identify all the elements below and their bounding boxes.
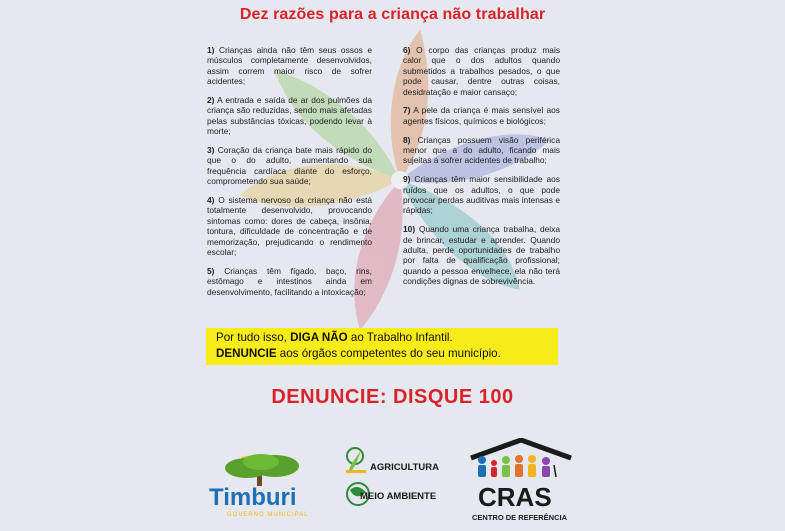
cta-emphasis: DIGA NÃO [290,331,348,344]
reason-number: 6) [403,45,411,55]
reason-item [403,105,560,126]
agricultura-label: AGRICULTURA [370,462,439,473]
call-to-action-box [206,328,558,365]
reason-number: 5) [207,265,215,276]
family-house-icon [466,438,576,528]
reason-item [207,145,372,187]
reason-text: A entrada e saída de ar dos pulmões da criança são reduzidas, sendo mais afetadas pelas substâncias tóxicas, podendo levar à morte; [207,95,372,137]
people-icons [478,455,556,477]
reasons-right-column [403,45,560,295]
cta-emphasis: DENUNCIE [216,347,277,360]
reason-number: 1) [207,45,215,55]
reason-number: 3) [207,145,215,156]
reason-item [403,174,560,216]
globe-leaf-icon [340,444,445,514]
reason-number: 4) [207,195,215,206]
timburi-logo [205,448,317,522]
cta-text: aos órgãos competentes do seu município. [276,347,501,360]
reason-text: Quando uma criança trabalha, deixa de brincar, estudar e aprender. Quando adulta, perde oportunidades de trabalho por falta de qualificação profissional; quando a pessoa envelhece, ela não terá condições dignas de sobrevivência. [403,224,561,287]
cta-line-1 [216,331,453,344]
reason-item [207,195,372,257]
reason-text: A pele da criança é mais sensível aos agentes físicos, químicos e biológicos; [403,105,560,126]
reason-text: Crianças têm fígado, baço, rins, estômago e intestinos ainda em desenvolvimento, facilitando a intoxicação; [207,265,372,297]
reason-item [403,135,560,166]
timburi-name: Timburi [209,484,297,511]
reason-text: O sistema nervoso da criança não está totalmente desenvolvido, provocando sintomas como: dores de cabeça, insônia, tontura, dificuldade de concentração e de memorização, prejudicando o rendimento escolar; [207,195,373,258]
agricultura-meio-ambiente-logo [340,444,445,514]
reason-number: 2) [207,95,215,106]
cta-text: Por tudo isso, [216,331,291,344]
tree-icon [205,448,317,522]
cras-logo [466,438,576,528]
reason-number: 8) [403,134,411,145]
cras-subtitle: CENTRO DE REFERÊNCIA [472,513,568,522]
reason-text: Coração da criança bate mais rápido do que o do adulto, aumentando sua frequência cardíaca diante do esforço, comprometendo sua saúde; [207,145,373,187]
reason-number: 7) [403,105,411,116]
reason-text: Crianças possuem visão periférica menor que a do adulto, ficando mais sujeitas a sofrer acidentes de trabalho; [403,134,561,166]
hotline-heading: DENUNCIE: DISQUE 100 [271,386,514,408]
poster-title: Dez razões para a criança não trabalhar [239,6,546,23]
reason-item [207,95,372,137]
cta-line-2 [216,347,501,360]
timburi-tagline: GOVERNO MUNICIPAL [227,512,309,518]
reason-text: O corpo das crianças produz mais calor que o dos adultos quando submetidos a trabalhos pesados, o que pode causar, dentre outras coisas, desidratação e maior cansaço; [403,45,561,97]
cras-name: CRAS [478,482,552,512]
reason-number: 10) [403,224,416,235]
reason-text: Crianças ainda não têm seus ossos e músculos completamente desenvolvidos, assim correm maior risco de sofrer acidentes; [207,45,373,87]
meio-ambiente-label: MEIO AMBIENTE [360,491,437,502]
reason-number: 9) [403,174,411,185]
reasons-left-column [207,45,372,305]
reason-item [207,266,372,297]
reason-item [403,224,560,286]
reason-text: Crianças têm maior sensibilidade aos ruídos que os adultos, o que pode provocar perdas auditivas mais intensas e rápidas; [403,174,560,216]
reason-item [207,45,372,87]
cta-text: ao Trabalho Infantil. [347,331,453,344]
reason-item [403,45,560,97]
